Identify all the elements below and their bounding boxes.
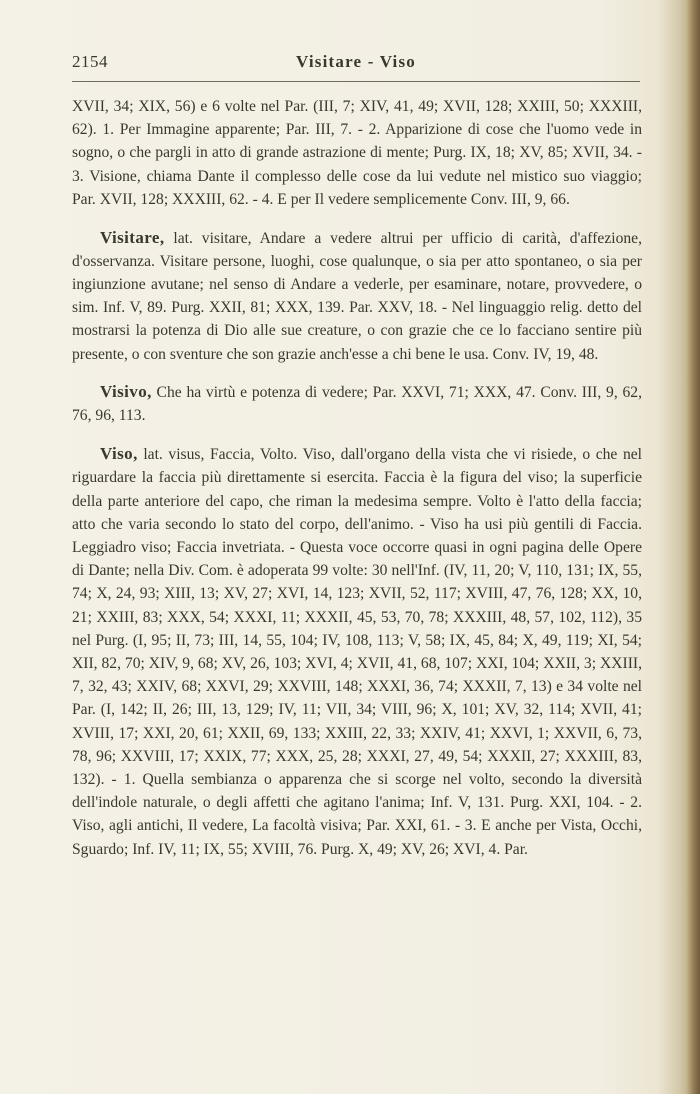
definition-visivo: Che ha virtù e potenza di vedere; Par. XXVI, 71; XXX, 47. Conv. III, 9, 62, 76, 96, 113.	[72, 384, 642, 425]
definition-visitare: lat. visitare, Andare a vedere altrui per ufficio di carità, d'affezione, d'osservanza. Visitare persone, luoghi, cose qualunque, o sia per atto spontaneo, o sia per ingiunzione avutane; nel senso di Andare a vederle, per esaminare, notare, provvedere, o sim. Inf. V, 89. Purg. XXII, 81; XXX, 139. Par. XXV, 18. - Nel linguaggio relig. detto del mostrarsi la potenza di Dio alle sue creature, o con grazie che ce lo facciano sentire più presente, o con sventure che son grazie anch'esse a chi bene le usa. Conv. IV, 19, 48.	[72, 229, 642, 363]
page-number: 2154	[72, 52, 108, 71]
headword-visitare: Visitare,	[100, 227, 165, 247]
headword-viso: Viso,	[100, 444, 138, 464]
running-title: Visitare - Viso	[296, 52, 416, 71]
continuation-text: XVII, 34; XIX, 56) e 6 volte nel Par. (III, 7; XIV, 41, 49; XVII, 128; XXIII, 50; XXXIII, 62). 1. Per Immagine apparente; Par. III, 7. - 2. Apparizione di cose che l'uomo vede in sogno, o che pargli in atto di grande astrazione di mente; Purg. IX, 18; XV, 85; XVII, 34. - 3. Visione, chiama Dante il complesso delle cose da lui vedute nel mistico suo viaggio; Par. XVII, 128; XXXIII, 62. - 4. E per Il vedere semplicemente Conv. III, 9, 66.	[72, 98, 642, 208]
header-rule	[72, 81, 640, 82]
entry-visitare	[72, 226, 642, 366]
entry-continuation	[72, 95, 642, 211]
book-spine-edge	[686, 0, 700, 1094]
entry-viso	[72, 442, 642, 861]
headword-visivo: Visivo,	[100, 382, 152, 402]
definition-viso: lat. visus, Faccia, Volto. Viso, dall'organo della vista che vi risiede, o che nel riguardare la faccia più direttamente si esercita. Faccia è la figura del viso; la superficie della parte anteriore del capo, che riman la medesima sempre. Volto è l'atto della faccia; atto che varia secondo lo stato del corpo, dell'animo. - Viso ha usi più gentili di Faccia. Leggiadro viso; Faccia invetriata. - Questa voce occorre quasi in ogni pagina delle Opere di Dante; nella Div. Com. è adoperata 99 volte: 30 nell'Inf. (IV, 11, 20; V, 110, 131; IX, 55, 74; X, 24, 93; XIII, 13; XV, 27; XVI, 14, 123; XVII, 52, 117; XVIII, 47, 76, 128; XX, 10, 21; XXIII, 83; XXX, 54; XXXI, 11; XXXII, 45, 53, 70, 78; XXXIII, 48, 57, 102, 112), 35 nel Purg. (I, 95; II, 73; III, 14, 55, 104; IV, 108, 113; V, 58; IX, 45, 84; X, 49, 119; XI, 54; XII, 82, 70; XIV, 9, 68; XV, 26, 103; XVI, 4; XVII, 41, 68, 107; XXI, 104; XXII, 3; XXIII, 7, 32, 43; XXIV, 68; XXVI, 29; XXVIII, 148; XXXI, 36, 74; XXXII, 7, 13) e 34 volte nel Par. (I, 142; II, 26; III, 13, 129; IV, 11; VII, 34; VIII, 96; X, 101; XV, 32, 114; XVII, 41; XVIII, 17; XXI, 20, 61; XXII, 69, 133; XXIII, 22, 33; XXIV, 41; XXVI, 1; XXVII, 6, 73, 78, 96; XXVIII, 17; XXIX, 77; XXX, 25, 28; XXXI, 27, 49, 54; XXXII, 27; XXXIII, 83, 132). - 1. Quella sembianza o apparenza che si scorge nel volto, secondo la diversità dell'indole naturale, o degli affetti che agitano l'anima; Inf. V, 131. Purg. XXI, 104. - 2. Viso, agli antichi, Il vedere, La facoltà visiva; Par. XXI, 61. - 3. E anche per Vista, Occhi, Sguardo; Inf. IV, 11; IX, 55; XVIII, 76. Purg. X, 49; XV, 26; XVI, 4. Par.	[72, 446, 642, 858]
page-header	[72, 52, 640, 80]
page-body	[72, 95, 642, 875]
entry-visivo	[72, 380, 642, 427]
